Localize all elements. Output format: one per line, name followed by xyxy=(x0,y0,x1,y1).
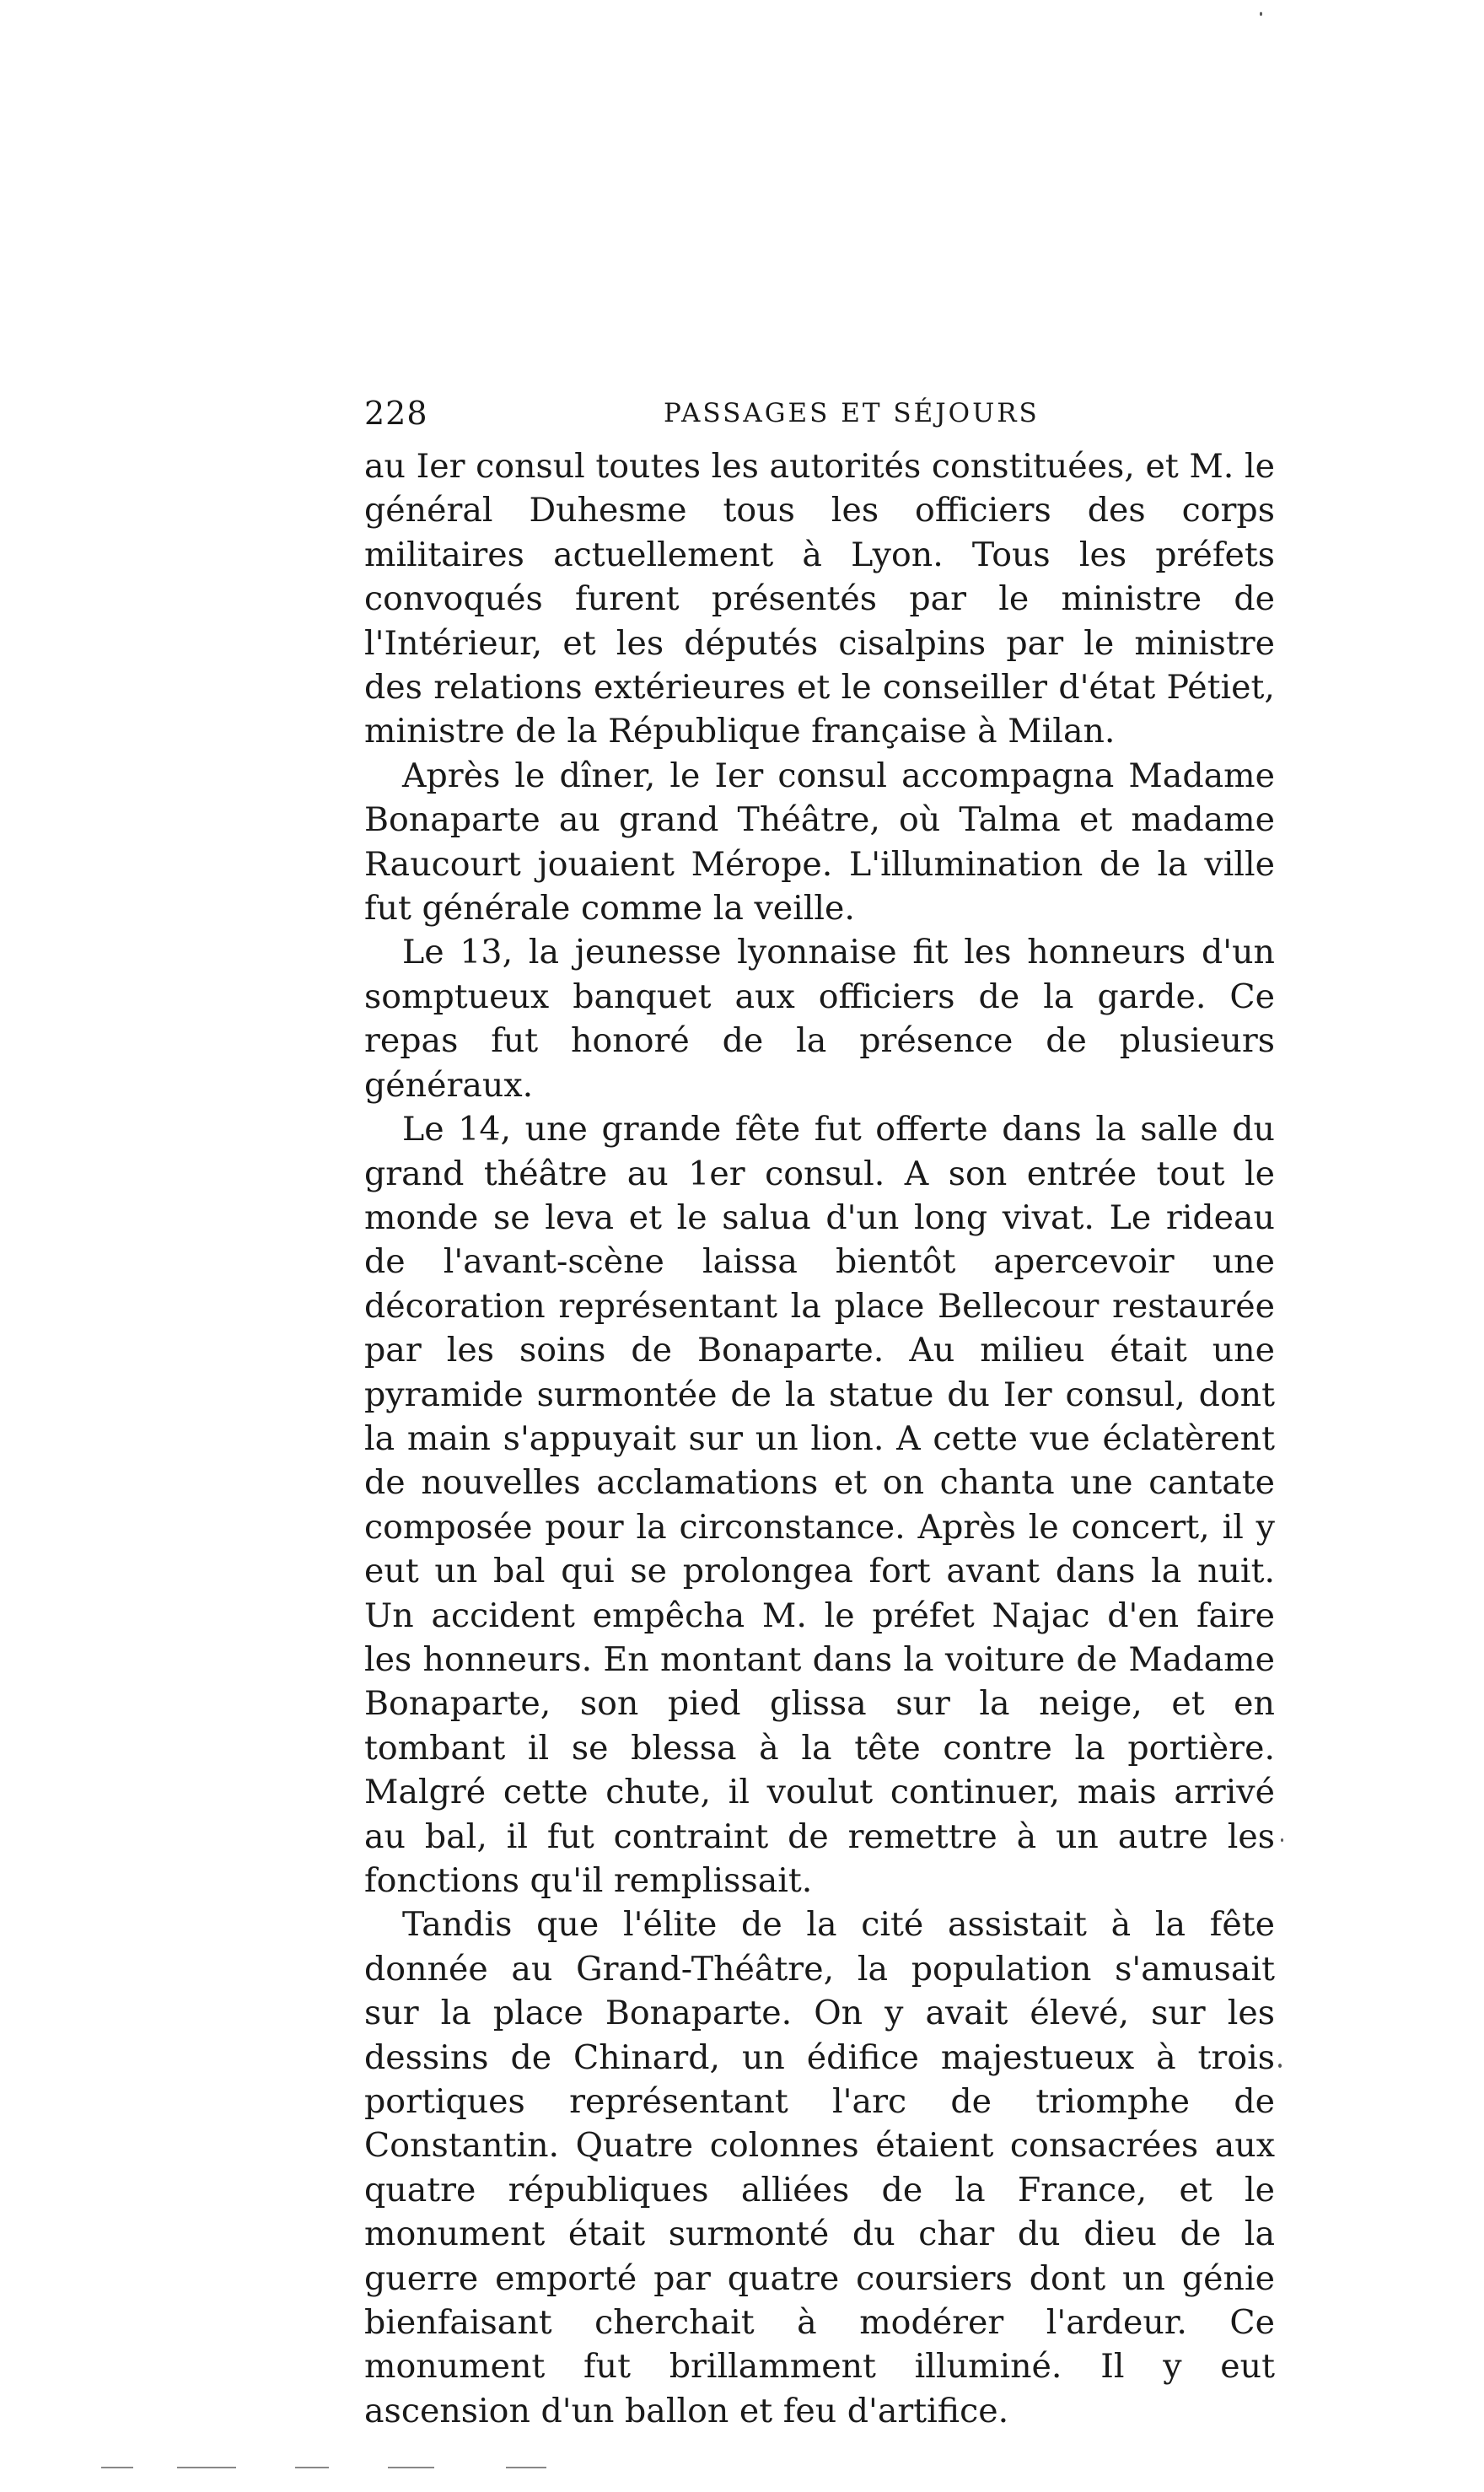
scan-edge-mark xyxy=(101,2467,133,2468)
body-text xyxy=(364,444,1275,2433)
scan-edge-mark xyxy=(506,2467,546,2468)
scan-edge-mark xyxy=(295,2467,329,2468)
scan-edge-mark xyxy=(177,2467,236,2468)
paragraph-4: Le 14, une grande fête fut offerte dans la salle du grand théâtre au 1er consul. A son entrée tout le monde se leva et le salua d'un long vivat. Le rideau de l'avant-scène laissa bientôt apercevoir une décoration représentant la place Bellecour restaurée par les soins de Bonaparte. Au milieu était une pyramide surmontée de la statue du Ier consul, dont la main s'appuyait sur un lion. A cette vue éclatèrent de nouvelles acclamations et on chanta une cantate composée pour la circonstance. Après le concert, il y eut un bal qui se prolongea fort avant dans la nuit. Un accident empêcha M. le préfet Najac d'en faire les honneurs. En montant dans la voiture de Madame Bonaparte, son pied glissa sur la neige, et en tombant il se blessa à la tête contre la portière. Malgré cette chute, il voulut continuer, mais arrivé au bal, il fut contraint de remettre à un autre les fonctions qu'il remplissait. xyxy=(364,1110,1275,1900)
running-head: PASSAGES ET SÉJOURS xyxy=(664,398,1040,428)
scan-edge-mark xyxy=(388,2467,434,2468)
scan-speck xyxy=(1278,2064,1282,2068)
scan-speck xyxy=(1260,12,1262,16)
paragraph-2: Après le dîner, le Ier consul accompagna Madame Bonaparte au grand Théâtre, où Talma et madame Raucourt jouaient Mérope. L'illumination de la ville fut générale comme la veille. xyxy=(364,756,1275,928)
scan-speck xyxy=(1281,1838,1283,1842)
paragraph-1: au Ier consul toutes les autorités constituées, et M. le général Duhesme tous les officiers des corps militaires actuellement à Lyon. Tous les préfets convoqués furent présentés par le ministre de l'Intérieur, et les députés cisalpins par le ministre des relations extérieures et le conseiller d'état Pétiet, ministre de la République française à Milan. xyxy=(364,447,1275,751)
page-number: 228 xyxy=(364,395,428,432)
paragraph-5: Tandis que l'élite de la cité assistait à la fête donnée au Grand-Théâtre, la population s'amusait sur la place Bonaparte. On y avait élevé, sur les dessins de Chinard, un édifice majestueux à trois portiques représentant l'arc de triomphe de Constantin. Quatre colonnes étaient consacrées aux quatre républiques alliées de la France, et le monument était surmonté du char du dieu de la guerre emporté par quatre coursiers dont un génie bienfaisant cherchait à modérer l'ardeur. Ce monument fut brillamment illuminé. Il y eut ascension d'un ballon et feu d'artifice. xyxy=(364,1905,1275,2430)
paragraph-3: Le 13, la jeunesse lyonnaise fit les honneurs d'un somptueux banquet aux officiers de la garde. Ce repas fut honoré de la présence de plusieurs généraux. xyxy=(364,933,1275,1105)
page-header xyxy=(364,395,1292,445)
